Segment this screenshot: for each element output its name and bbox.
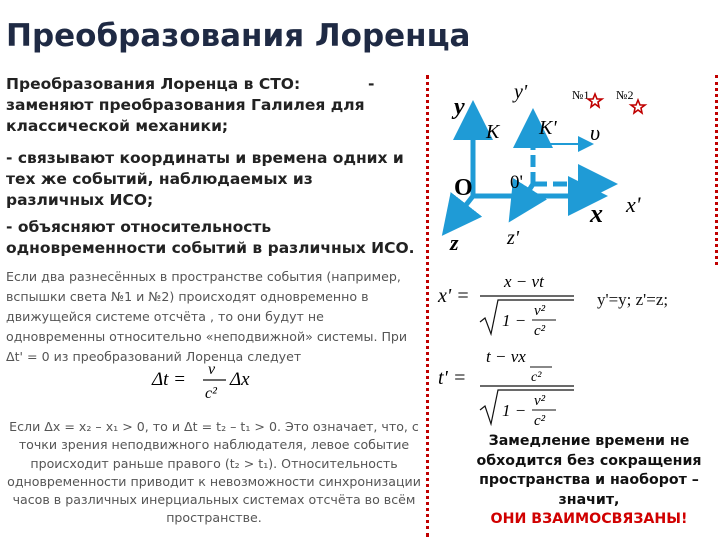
label-y-prime: y' bbox=[514, 81, 528, 103]
label-origin-prime: 0' bbox=[510, 172, 523, 193]
t-sqrt-one: 1 − bbox=[502, 401, 527, 420]
t-num-den: c² bbox=[531, 370, 542, 385]
dt-den: c² bbox=[205, 385, 217, 402]
dt-rhs: Δx bbox=[230, 369, 250, 390]
x-sqrt-sign bbox=[480, 300, 574, 334]
dt-num: v bbox=[208, 361, 216, 378]
label-z: z bbox=[450, 230, 459, 255]
para1-line1: Преобразования Лоренца в СТО: bbox=[6, 75, 301, 93]
para3: - объясняют относительность одновременности событий в различных ИСО. bbox=[6, 218, 415, 257]
label-event-2: №2 bbox=[616, 88, 634, 102]
label-k-prime: K' bbox=[539, 117, 557, 139]
flash-1-star-icon bbox=[588, 94, 602, 107]
formula-t-prime bbox=[434, 348, 584, 428]
dt-lhs: Δt = bbox=[152, 369, 187, 390]
x-sqrt-den: c² bbox=[534, 323, 546, 338]
label-x: x bbox=[590, 199, 603, 228]
t-sqrt-sign bbox=[480, 390, 574, 424]
label-y: y bbox=[454, 94, 465, 120]
label-v: υ bbox=[590, 120, 601, 145]
formula-y-z: y'=y; z'=z; bbox=[597, 290, 669, 309]
label-x-prime: x' bbox=[626, 192, 641, 217]
t-sqrt-den: c² bbox=[534, 413, 546, 428]
para1-dash: - bbox=[368, 75, 375, 93]
conclusion-accent: ОНИ ВЗАИМОСВЯЗАНЫ! bbox=[490, 511, 688, 527]
simultaneity-text: Если два разнесённых в пространстве события (например, вспышки света №1 и №2) происходят одновременно в движущейся системе отсчёта , то они будут не одновременны относительно «неподвижной» системы. При Δt' = 0 из преобразований Лоренца следует bbox=[6, 269, 408, 364]
x-num: x − vt bbox=[504, 272, 544, 291]
para2: - связывают координаты и времена одних и тех же событий, наблюдаемых из различных ИСО; bbox=[6, 149, 404, 209]
formula-x-prime bbox=[434, 272, 584, 338]
formula-delta-t bbox=[150, 358, 280, 402]
conclusion-block bbox=[460, 432, 718, 530]
t-sqrt-num: v² bbox=[534, 393, 546, 409]
x-sqrt-num: v² bbox=[534, 303, 546, 319]
x-sqrt-one: 1 − bbox=[502, 311, 527, 330]
label-k: K bbox=[486, 121, 500, 143]
x-lhs: x' = bbox=[438, 285, 470, 307]
label-origin: O bbox=[454, 175, 473, 201]
label-event-1: №1 bbox=[572, 88, 590, 102]
bottom-explanation: Если Δx = x₂ – x₁ > 0, то и Δt = t₂ – t₁ > 0. Это означает, что, с точки зрения неподвижного наблюдателя, левое событие происходит раньше правого (t₂ > t₁). Относительность одновременности приводит к невозможности синхронизации часов в различных инерциальных системах отсчёта во всём пространстве. bbox=[7, 419, 421, 526]
conclusion-text: Замедление времени не обходится без сокращения пространства и наоборот – значит, bbox=[476, 433, 702, 508]
reference-frames-diagram bbox=[440, 78, 712, 258]
label-z-prime: z' bbox=[507, 227, 520, 249]
t-lhs: t' = bbox=[438, 367, 467, 389]
para1-rest: заменяют преобразования Галилея для классической механики; bbox=[6, 96, 365, 135]
dotted-divider-right bbox=[715, 75, 718, 265]
slide-title: Преобразования Лоренца bbox=[6, 18, 471, 54]
t-num: t − vx bbox=[486, 348, 526, 366]
dotted-divider bbox=[426, 75, 429, 537]
